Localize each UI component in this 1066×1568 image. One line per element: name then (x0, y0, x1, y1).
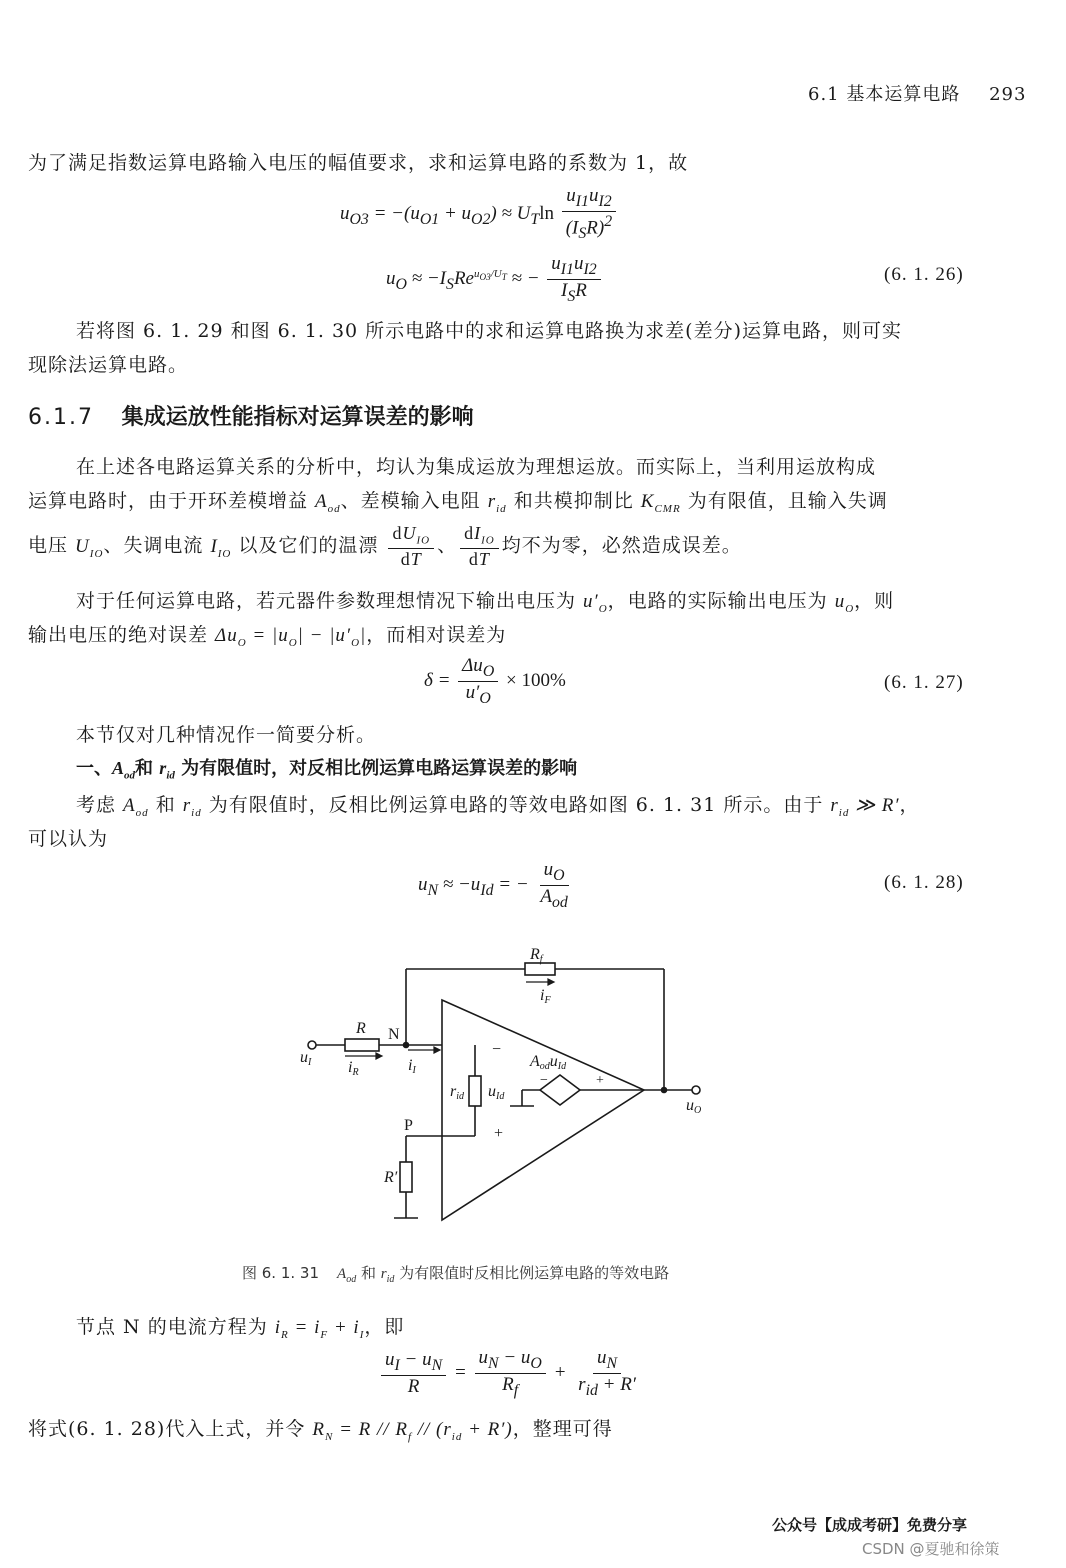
paragraph-4: 本节仅对几种情况作一简要分析。 (76, 724, 377, 746)
label-Aod-uId: AoduId (530, 1053, 567, 1072)
intro-line: 为了满足指数运算电路输入电压的幅值要求，求和运算电路的系数为 1，故 (28, 152, 689, 174)
running-header (808, 80, 1026, 106)
paragraph-6: 节点 N 的电流方程为 $i_R = i_F + i_I$，即 (76, 1316, 405, 1341)
label-uId: uId (488, 1083, 505, 1102)
label-iI: iI (408, 1057, 416, 1076)
paragraph-7: 将式(6. 1. 28)代入上式，并令 $R_N = R // R_f // (r_{id} + R')$，整理可得 (28, 1418, 613, 1443)
label-rid: rid (450, 1083, 465, 1102)
paragraph-5b: 可以认为 (28, 828, 109, 850)
op-amp-triangle (442, 1000, 644, 1220)
promo-text: 公众号【成成考研】免费分享 (772, 1516, 968, 1534)
equation-3: δ = $\frac{\Delta u_O}{u'_O}$ × 100% (424, 655, 566, 707)
label-src-minus: − (540, 1073, 548, 1088)
label-R: R (356, 1020, 366, 1037)
resistor-Rprime (400, 1162, 412, 1192)
paragraph-3a: 对于任何运算电路，若元器件参数理想情况下输出电压为 $u'_O$，电路的实际输出电压为 $u_O$，则 (76, 590, 895, 615)
section-heading (28, 400, 474, 431)
paragraph-1a: 若将图 6. 1. 29 和图 6. 1. 30 所示电路中的求和运算电路换为求差(差分)运算电路，则可实 (76, 320, 903, 342)
section-number: 6.1.7 (28, 405, 94, 430)
label-iR: iR (348, 1059, 359, 1078)
label-Rprime: R′ (384, 1169, 398, 1186)
page-number: 293 (989, 84, 1027, 105)
equation-2: $u_O \approx -I_SRe^{u_{O3}/U_T}$ ≈ − $\frac{u_{I1}u_{I2}}{I_SR}$ (386, 254, 604, 305)
csdn-watermark: CSDN @夏驰和徐策 (862, 1540, 1000, 1558)
label-uI: uI (300, 1049, 312, 1068)
label-plus: + (494, 1125, 504, 1142)
equation-5: $\frac{u_I - u_N}{R}$ = $\frac{u_N - u_O}{R_f}$ + $\frac{u_N}{r_{id} + R'}$ (378, 1348, 643, 1399)
paragraph-2a: 在上述各电路运算关系的分析中，均认为集成运放为理想运放。而实际上，当利用运放构成 (76, 456, 877, 478)
resistor-rid (469, 1076, 481, 1106)
label-src-plus: + (596, 1073, 604, 1088)
subsection-heading: 一、$A_{od}$和 $r_{id}$ 为有限值时，对反相比例运算电路运算误差的影响 (76, 758, 578, 782)
paragraph-2b: 运算电路时，由于开环差模增益 $A_{od}$、差模输入电阻 $r_{id}$ 和共模抑制比 $K_{CMR}$ 为有限值，且输入失调 (28, 490, 888, 515)
equation-number-27: (6. 1. 27) (884, 672, 964, 693)
paragraph-5a: 考虑 $A_{od}$ 和 $r_{id}$ 为有限值时，反相比例运算电路的等效电路如图 6. 1. 31 所示。由于 $r_{id}$ ≫ R′， (76, 794, 920, 819)
input-terminal (308, 1041, 316, 1049)
label-iF: iF (540, 987, 551, 1006)
paragraph-2c: 电压 $U_{IO}$、失调电流 $I_{IO}$ 以及它们的温漂 $\frac{dU_{IO}}{dT}$ 、 $\frac{dI_{IO}}{dT}$ 均不为零，必然造成误差。 (28, 523, 742, 569)
equation-number-26: (6. 1. 26) (884, 264, 964, 285)
equation-number-28: (6. 1. 28) (884, 872, 964, 893)
label-P: P (404, 1117, 413, 1134)
section-title: 集成运放性能指标对运算误差的影响 (121, 405, 474, 430)
label-minus: − (492, 1041, 502, 1058)
label-Rf: Rf (530, 946, 543, 965)
resistor-R (345, 1039, 379, 1051)
label-N: N (388, 1026, 400, 1043)
circuit-diagram (290, 940, 730, 1240)
label-uO: uO (686, 1097, 702, 1116)
equation-1: $u_{O3} = -(u_{O1} + u_{O2}) \approx U_T\ln$ $\frac{u_{I1}u_{I2}}{(I_SR)^2}$ (340, 186, 619, 243)
paragraph-3b: 输出电压的绝对误差 $\Delta u_O = |u_O| - |u'_O|$，而相对误差为 (28, 624, 507, 649)
output-terminal (692, 1086, 700, 1094)
header-section: 6.1 基本运算电路 (808, 84, 961, 105)
paragraph-1b: 现除法运算电路。 (28, 354, 189, 376)
equation-4: $u_N \approx -u_{Id}$ = − $\frac{u_O}{A_{od}}$ (418, 859, 568, 911)
figure-caption: 图 6. 1. 31 $A_{od}$ 和 $r_{id}$ 为有限值时反相比例运算电路的等效电路 (242, 1264, 670, 1285)
